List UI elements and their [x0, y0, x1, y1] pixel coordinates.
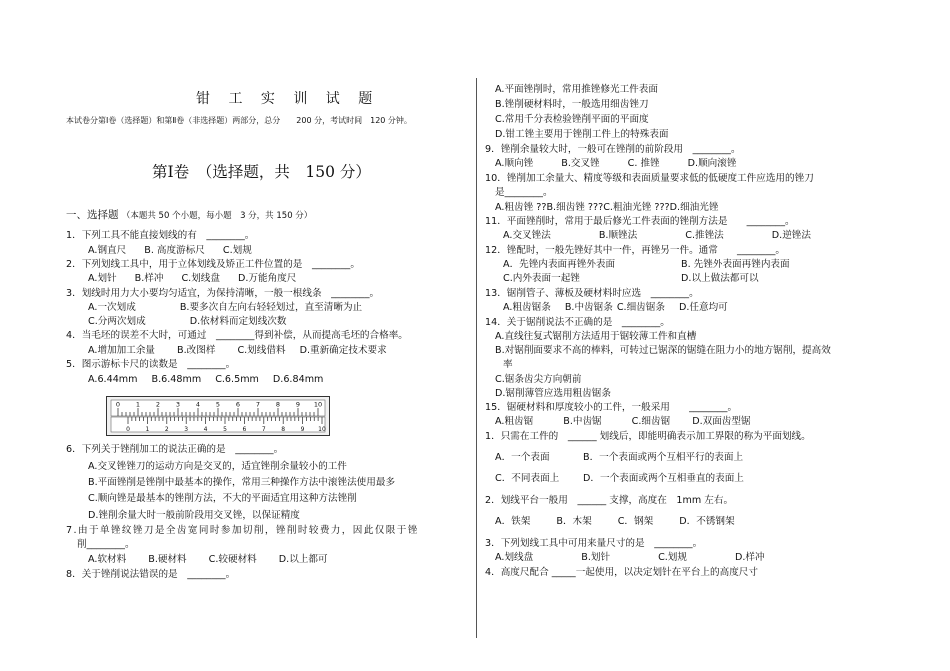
vernier-scale-label: 10 — [318, 426, 326, 433]
main-scale-label: 1 — [135, 400, 141, 409]
option: A.划针 — [88, 273, 117, 284]
question-6-option-d: D.锉削余量大时一般前阶段用交叉锉，以保证精度 — [88, 510, 300, 521]
question-12-option-a: A．先锉内表面再锉外表面 — [503, 259, 616, 270]
option: B.6.48mm — [151, 374, 202, 385]
part2-question-2: 2．划线平台一般用 ______ 支撑，高度在 1mm 左右。 — [485, 495, 734, 506]
option: B.改图样 — [177, 345, 216, 356]
option: C.细齿锯条 — [616, 302, 665, 313]
main-scale-label: 3 — [175, 400, 181, 409]
option: C.划规 — [222, 245, 252, 256]
part-title: 第Ⅰ卷 （选择题，共 150 分） — [152, 163, 371, 181]
option: C.划规 — [658, 552, 687, 563]
vernier-scale-label: 9 — [300, 426, 305, 433]
question-8-option-b: B.锉削硬材料时，一般选用细齿锉刀 — [495, 99, 649, 110]
question-6-option-c: C.顺向锉是最基本的锉削方法，不大的平面适宜用这种方法锉削 — [88, 493, 357, 504]
question-6-option-a: A.交叉锉锉刀的运动方向是交叉的，适宜锉削余量较小的工件 — [88, 461, 347, 472]
option: B.样冲 — [134, 273, 164, 284]
option: D.样冲 — [735, 552, 765, 563]
part2-question-3-options — [495, 551, 783, 565]
question-9-options — [495, 157, 754, 171]
option: D.以上都可 — [278, 554, 328, 565]
section-label: 一、选择题 — [66, 209, 119, 221]
main-scale-label: 6 — [235, 400, 241, 409]
question-10-options: A.粗齿锉 ??B.细齿锉 ???C.粗油光锉 ???D.细油光锉 — [495, 202, 719, 213]
column-divider — [476, 78, 477, 638]
option: A.一次划成 — [88, 302, 136, 313]
question-12-option-d: D.以上做法都可以 — [681, 273, 759, 284]
section-note: （本题共 50 个小题，每小题 3 分，共 150 分） — [121, 211, 313, 221]
option: B.要多次自左向右轻轻划过，直至清晰为止 — [179, 302, 363, 313]
vernier-scale-label: 5 — [223, 426, 227, 433]
exam-intro: 本试卷分第Ⅰ卷（选择题）和第Ⅱ卷（非选择题）两部分，总分 200 分，考试时间 120 分钟。 — [66, 116, 412, 125]
main-scale-label: 4 — [195, 400, 201, 409]
option: C.6.5mm — [215, 374, 259, 385]
vernier-scale-label: 7 — [261, 426, 266, 433]
option: C.推锉法 — [685, 230, 724, 241]
option: A.6.44mm — [88, 374, 138, 385]
option: B.顺锉法 — [598, 230, 638, 241]
option: B. 高度游标尺 — [144, 245, 205, 256]
question-14-option-c: C.锯条齿尖方向朝前 — [495, 374, 582, 385]
option: B.中齿锯 — [563, 416, 602, 427]
question-1: 1．下列工具不能直接划线的有 ________。 — [66, 230, 255, 241]
vernier-scale-label: 0 — [126, 426, 130, 433]
section-heading — [66, 207, 312, 222]
question-3-options-ab — [88, 301, 380, 315]
part2-question-1-option-d: D．一个表面或两个互相垂直的表面上 — [583, 473, 744, 484]
question-8-option-a: A.平面锉削时，常用推锉修光工件表面 — [495, 84, 658, 95]
question-5: 5．图示游标卡尺的读数是 ________。 — [66, 359, 236, 370]
option: A.划线盘 — [495, 552, 534, 563]
main-scale-label: 7 — [255, 400, 261, 409]
option: C.划线借料 — [237, 345, 286, 356]
option: B.中齿锯条 — [564, 302, 613, 313]
part2-question-1-option-c: C．不同表面上 — [495, 473, 560, 484]
question-7-cont: 削________。 — [77, 539, 135, 550]
option: D.6.84mm — [272, 374, 324, 385]
option: C.较硬材料 — [208, 554, 257, 565]
option: B．木架 — [556, 516, 592, 527]
vernier-scale-label: 8 — [281, 426, 286, 433]
question-6-option-b: B.平面锉削是锉削中最基本的操作，常用三种操作方法中滚锉法使用最多 — [88, 477, 396, 488]
question-13: 13．锯削管子、薄板及硬材料时应选 ________。 — [485, 288, 699, 299]
question-14-option-b-cont: 率 — [503, 359, 513, 370]
option: A.增加加工余量 — [88, 345, 156, 356]
question-4-options — [88, 344, 405, 358]
part2-question-2-options — [495, 515, 753, 529]
main-scale-label: 9 — [295, 400, 301, 409]
option: A.粗齿锯条 — [503, 302, 551, 313]
question-14-option-b: B.对锯削面要求不高的棒料，可转过已锯深的锯缝在阻力小的地方锯削，提高效 — [495, 345, 831, 356]
option: D.任意均可 — [678, 302, 728, 313]
question-6: 6．下列关于锉削加工的说法正确的是 ________。 — [66, 444, 284, 455]
question-10-cont: 是________。 — [495, 187, 553, 198]
question-7-options — [88, 553, 346, 567]
vernier-scale-label: 4 — [203, 426, 208, 433]
question-8: 8．关于锉削说法错误的是 ________。 — [66, 569, 236, 580]
option: D.逆锉法 — [771, 230, 811, 241]
question-2-options — [88, 272, 314, 286]
option: A．铁架 — [495, 516, 531, 527]
question-11-options — [503, 229, 829, 243]
part2-question-1-option-b: B．一个表面或两个互相平行的表面上 — [583, 452, 744, 463]
option: B.划针 — [581, 552, 611, 563]
main-scale-label: 0 — [115, 400, 121, 409]
option: A.顺向锉 — [495, 158, 534, 169]
question-10: 10．锉削加工余量大、精度等级和表面质量要求低的低硬度工件应选用的锉刀 — [485, 173, 814, 184]
main-scale-label: 2 — [155, 400, 161, 409]
option: C．钢架 — [617, 516, 654, 527]
option: A.粗齿锯 — [495, 416, 534, 427]
question-12-option-b: B. 先锉外表面再锉内表面 — [681, 259, 790, 270]
option: D.依材料而定划线次数 — [189, 316, 287, 327]
question-13-options — [503, 301, 746, 315]
option: D.万能角度尺 — [238, 273, 297, 284]
question-15: 15．锯硬材料和厚度较小的工件，一般采用 ________。 — [485, 402, 738, 413]
option: C.分两次划成 — [88, 316, 146, 327]
question-15-options — [495, 415, 769, 429]
option: A.钢直尺 — [88, 245, 127, 256]
option: C. 推锉 — [627, 158, 660, 169]
vernier-scale-label: 1 — [145, 426, 150, 433]
option: D.重新确定技术要求 — [299, 345, 387, 356]
part2-question-4: 4．高度尺配合 _____一起使用，以决定划针在平台上的高度尺寸 — [485, 567, 758, 578]
vernier-scale-label: 6 — [242, 426, 247, 433]
exam-title: 钳 工 实 训 试 题 — [196, 91, 380, 107]
vernier-scale-label: 2 — [164, 426, 169, 433]
question-8-option-d: D.钳工锉主要用于锉削工件上的特殊表面 — [495, 129, 669, 140]
option: C.细齿锯 — [631, 416, 671, 427]
question-14: 14．关于锯削说法不正确的是 ________。 — [485, 317, 670, 328]
main-scale-label: 5 — [215, 400, 221, 409]
question-3: 3．划线时用力大小要均匀适宜，为保持清晰，一般一根线条 ________。 — [66, 288, 380, 299]
option: A.交叉锉法 — [503, 230, 551, 241]
question-14-option-a: A.直线往复式锯削方法适用于锯较薄工件和直槽 — [495, 331, 697, 342]
part2-question-1: 1．只需在工件的 ______ 划线后，即能明确表示加工界限的称为平面划线。 — [485, 431, 811, 442]
question-5-options — [88, 373, 341, 387]
option: A.软材料 — [88, 554, 127, 565]
question-12-option-c: C.内外表面一起锉 — [503, 273, 580, 284]
part2-question-3: 3．下列划线工具中可用来量尺寸的是 ________。 — [485, 538, 703, 549]
question-12: 12．锉配时，一般先锉好其中一件，再锉另一件。通常 ________。 — [485, 245, 786, 256]
part2-question-1-option-a: A．一个表面 — [495, 452, 550, 463]
option: C.划线盘 — [181, 273, 220, 284]
option: B.交叉锉 — [561, 158, 600, 169]
option: D.双面齿型锯 — [692, 416, 751, 427]
vernier-scale-label: 3 — [184, 426, 189, 433]
question-9: 9．锉削余量较大时，一般可在锉削的前阶段用 ________。 — [485, 144, 741, 155]
question-14-option-d: D.锯削薄管应选用粗齿锯条 — [495, 388, 611, 399]
question-1-options — [88, 244, 270, 258]
question-4: 4．当毛坯的误差不大时，可通过 ________得到补偿，从而提高毛坯的合格率。 — [66, 330, 408, 341]
option: D.顺向滚锉 — [687, 158, 737, 169]
question-2: 2．下列划线工具中，用于立体划线及矫正工件位置的是 ________。 — [66, 259, 360, 270]
question-3-options-cd — [88, 315, 305, 329]
option: B.硬材料 — [148, 554, 187, 565]
main-scale-label: 10 — [313, 400, 323, 409]
question-8-option-c: C.常用千分表检验锉削平面的平面度 — [495, 114, 649, 125]
question-7: 7.由于单锉纹锉刀是全齿宽同时参加切削，锉削时较费力，因此仅限于锉 — [66, 525, 419, 536]
question-11: 11．平面锉削时，常用于最后修光工件表面的锉削方法是 ________。 — [485, 216, 795, 227]
vernier-caliper-figure — [106, 396, 330, 436]
option: D．不锈钢架 — [679, 516, 735, 527]
main-scale-label: 8 — [275, 400, 281, 409]
